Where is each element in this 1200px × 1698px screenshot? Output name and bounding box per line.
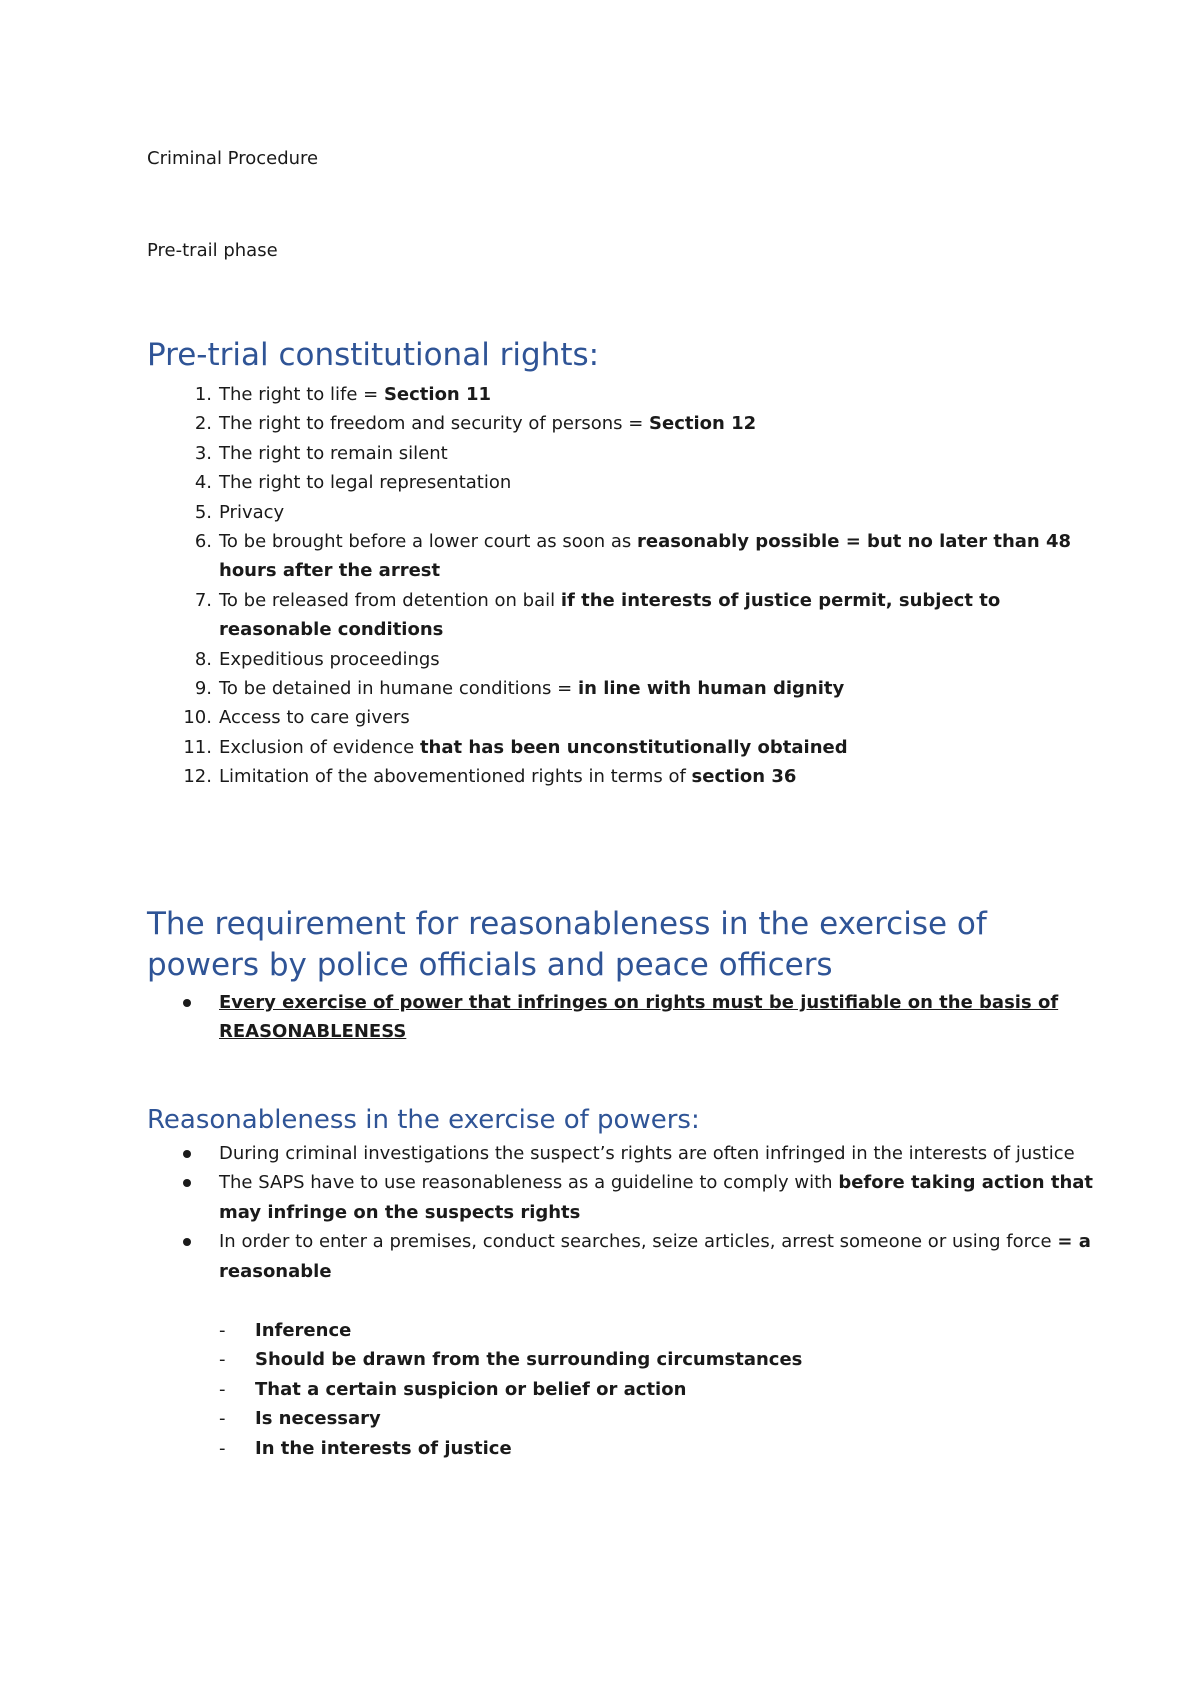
item-text: The right to life = bbox=[219, 384, 384, 405]
item-text: To be released from detention on bail bbox=[219, 589, 561, 611]
item-emphasis: Section 11 bbox=[383, 384, 492, 405]
item-text: To be detained in humane conditions = bbox=[219, 678, 578, 700]
bullet-icon bbox=[183, 1238, 191, 1246]
document-subtitle: Pre-trail phase bbox=[147, 240, 278, 261]
list-item bbox=[147, 498, 1097, 527]
list-item bbox=[147, 733, 1097, 762]
list-item bbox=[147, 439, 1097, 468]
item-emphasis: if the interests of justice permit, subject to reasonable conditions bbox=[219, 589, 1001, 641]
item-text: Access to care givers bbox=[219, 707, 410, 729]
item-text: Limitation of the abovementioned rights in terms of bbox=[219, 766, 692, 788]
item-emphasis: reasonably possible bbox=[636, 531, 840, 553]
item-text: During criminal investigations the suspect’s rights are often infringed in the interests of justice bbox=[219, 1143, 1075, 1164]
section-heading-reasonableness-line2: powers by police officials and peace officers bbox=[147, 947, 833, 983]
dash-icon: - bbox=[219, 1378, 226, 1400]
list-number: 4. bbox=[194, 472, 212, 494]
reasonableness-bullet-list bbox=[147, 988, 1097, 1047]
item-text: In the interests of justice bbox=[255, 1437, 512, 1459]
rights-list bbox=[147, 380, 1097, 792]
section-heading-rights: Pre-trial constitutional rights: bbox=[147, 337, 600, 373]
list-item bbox=[147, 703, 1097, 732]
item-emphasis: = a reasonable bbox=[219, 1231, 1091, 1282]
item-text: That a certain suspicion or belief or action bbox=[255, 1378, 687, 1400]
list-number: 12. bbox=[183, 766, 212, 788]
item-text: The right to remain silent bbox=[219, 442, 448, 464]
section-heading-reasonableness-line1: The requirement for reasonableness in the exercise of bbox=[147, 906, 987, 942]
list-number: 1. bbox=[194, 384, 212, 405]
dash-list-item bbox=[147, 1434, 1097, 1463]
item-text: Is necessary bbox=[255, 1408, 381, 1430]
list-item bbox=[147, 586, 1097, 645]
dash-list-item bbox=[147, 1404, 1097, 1433]
item-emphasis: in line with human dignity bbox=[577, 678, 845, 700]
dash-icon: - bbox=[219, 1349, 226, 1371]
subsection-heading-powers: Reasonableness in the exercise of powers: bbox=[147, 1105, 700, 1135]
list-item bbox=[147, 674, 1097, 703]
list-number: 6. bbox=[194, 531, 212, 553]
bullet-icon bbox=[183, 1179, 191, 1187]
inference-dash-list bbox=[147, 1316, 1097, 1463]
item-text: Expeditious proceedings bbox=[219, 648, 440, 670]
item-text: Privacy bbox=[219, 501, 285, 523]
list-item bbox=[147, 409, 1097, 438]
list-number: 5. bbox=[194, 501, 212, 523]
bullet-icon bbox=[183, 999, 191, 1007]
item-emphasis: Section 12 bbox=[649, 413, 757, 435]
list-item bbox=[147, 645, 1097, 674]
list-number: 11. bbox=[183, 736, 212, 758]
item-text: The right to legal representation bbox=[219, 472, 512, 494]
dash-icon: - bbox=[219, 1437, 226, 1459]
item-text: In order to enter a premises, conduct searches, seize articles, arrest someone or using force bbox=[219, 1231, 1058, 1253]
list-item bbox=[147, 1227, 1097, 1286]
item-emphasis: that has been unconstitutionally obtained bbox=[419, 736, 848, 758]
dash-list-item bbox=[147, 1375, 1097, 1404]
list-number: 10. bbox=[183, 707, 212, 729]
list-number: 7. bbox=[194, 589, 212, 611]
list-number: 2. bbox=[194, 413, 212, 435]
list-item bbox=[147, 1168, 1097, 1227]
powers-bullet-list bbox=[147, 1139, 1097, 1286]
dash-icon: - bbox=[219, 1408, 226, 1430]
item-text: To be brought before a lower court as soon as bbox=[219, 531, 637, 553]
list-number: 9. bbox=[194, 678, 212, 700]
bullet-icon bbox=[183, 1150, 191, 1158]
item-emphasis-rest: = but no later than 48 hours after the arrest bbox=[219, 531, 1072, 582]
item-emphasis: section 36 bbox=[691, 766, 797, 788]
list-number: 3. bbox=[194, 442, 212, 464]
list-item bbox=[147, 380, 1097, 409]
dash-icon: - bbox=[219, 1320, 226, 1341]
document-title: Criminal Procedure bbox=[147, 148, 319, 169]
list-item bbox=[147, 527, 1097, 586]
item-emphasis: before taking action that may infringe on the suspects rights bbox=[219, 1172, 1094, 1223]
item-text: Exclusion of evidence bbox=[219, 736, 420, 758]
list-item bbox=[147, 1139, 1097, 1168]
dash-list-item bbox=[147, 1345, 1097, 1374]
item-text: Inference bbox=[255, 1320, 352, 1341]
item-text: The SAPS have to use reasonableness as a guideline to comply with bbox=[219, 1172, 839, 1194]
list-item bbox=[147, 988, 1097, 1047]
dash-list-item bbox=[147, 1316, 1097, 1345]
list-item bbox=[147, 468, 1097, 497]
item-text: Should be drawn from the surrounding circumstances bbox=[255, 1349, 803, 1371]
item-text: The right to freedom and security of persons = bbox=[219, 413, 650, 435]
list-item bbox=[147, 762, 1097, 791]
bullet-text: Every exercise of power that infringes on rights must be justifiable on the basis of REASONABLENESS bbox=[219, 992, 1059, 1043]
list-number: 8. bbox=[194, 648, 212, 670]
